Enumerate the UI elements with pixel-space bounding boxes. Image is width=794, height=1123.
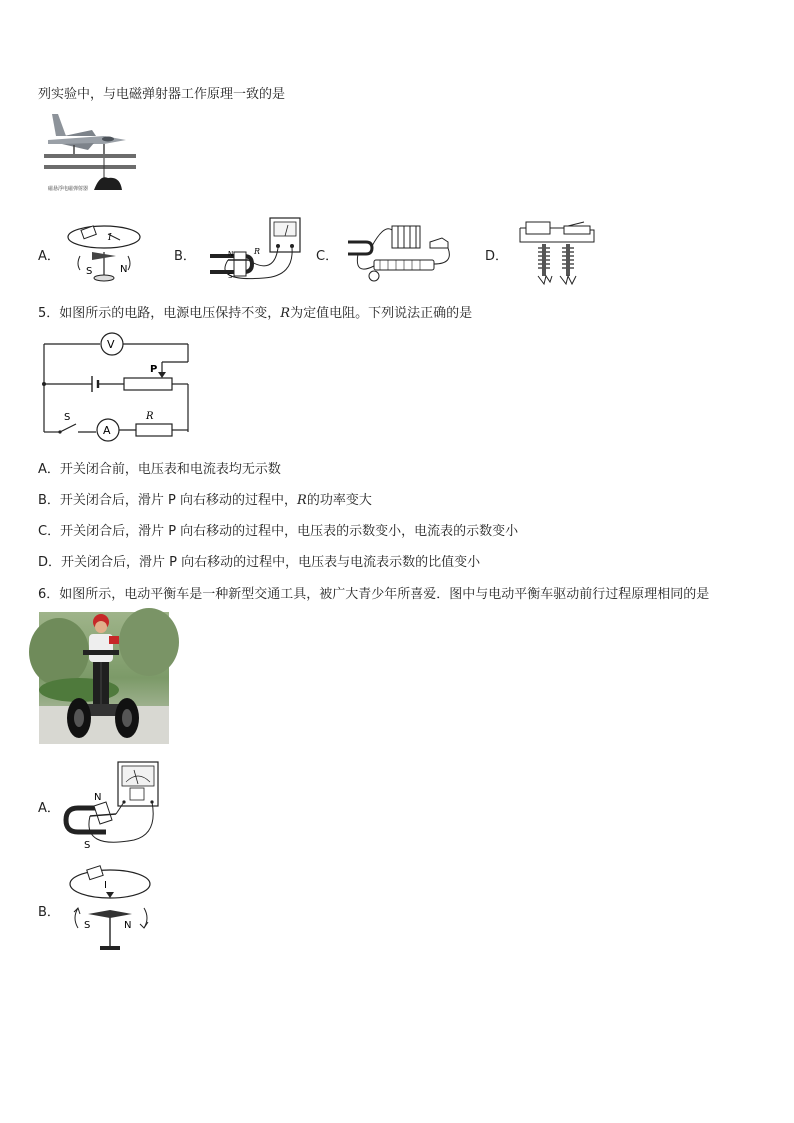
q4-intro: 列实验中，与电磁弹射器工作原理一致的是 (38, 87, 286, 102)
jet-image-caption: 磁悬浮电磁弹射器 (48, 186, 89, 192)
q5-option-d: D．开关闭合后，滑片 P 向右移动的过程中，电压表与电流表示数的比值变小 (38, 555, 481, 570)
q4-option-c-label: C． (316, 249, 339, 264)
optA-current-label: I (108, 233, 112, 243)
q5-option-b-post: 的功率变大 (306, 493, 372, 508)
q4-option-d-label: D． (485, 249, 509, 264)
q4-option-b-figure (204, 216, 310, 286)
q6-optB-s-label: S (84, 920, 91, 931)
q6-stem: 6．如图所示，电动平衡车是一种新型交通工具，被广大青少年所喜爱．图中与电动平衡车驱动前行过程原理相同的是 (38, 587, 710, 602)
optB-n-label: N (228, 250, 234, 258)
q6-option-a-label: A． (38, 801, 60, 816)
resistor-r-label: R (146, 411, 154, 422)
q5-option-b (38, 489, 372, 508)
optA-n-label: N (120, 264, 128, 275)
q6-optA-n-label: N (94, 792, 102, 803)
q5-option-b-pre: B．开关闭合后，滑片 P 向右移动的过程中， (38, 493, 298, 508)
q5-stem (38, 302, 472, 321)
q6-option-b-figure (64, 862, 154, 954)
q6-optB-n-label: N (124, 920, 132, 931)
q4-option-a-label: A． (38, 249, 60, 264)
q4-option-b-label: B． (174, 249, 196, 264)
jet-catapult-image (44, 110, 136, 198)
optB-r-label: R (254, 247, 261, 256)
q5-stem-var: R (280, 306, 291, 321)
q4-option-d-figure (518, 220, 596, 286)
q5-option-a: A．开关闭合前，电压表和电流表均无示数 (38, 462, 281, 477)
q4-option-a-figure (66, 222, 146, 284)
q6-option-b-label: B． (38, 905, 60, 920)
q6-optA-s-label: S (84, 840, 91, 851)
optB-s-label: S (228, 272, 233, 280)
q5-option-c: C．开关闭合后，滑片 P 向右移动的过程中，电压表的示数变小，电流表的示数变小 (38, 524, 519, 539)
voltmeter-label: V (107, 338, 115, 351)
q5-option-b-var: R (297, 493, 307, 508)
switch-s-label: S (64, 412, 71, 423)
q4-option-c-figure (344, 218, 458, 284)
optA-s-label: S (86, 266, 93, 277)
q5-stem-prefix: 5．如图所示的电路，电源电压保持不变， (38, 306, 281, 321)
q6-option-a-figure (64, 758, 164, 850)
balance-scooter-photo (39, 612, 169, 744)
ammeter-label: A (103, 424, 111, 437)
q5-circuit-diagram (38, 328, 198, 444)
slider-p-label: P (150, 364, 158, 375)
q6-optB-current-label: I (104, 880, 107, 891)
q5-stem-suffix: 为定值电阻。下列说法正确的是 (290, 306, 473, 321)
